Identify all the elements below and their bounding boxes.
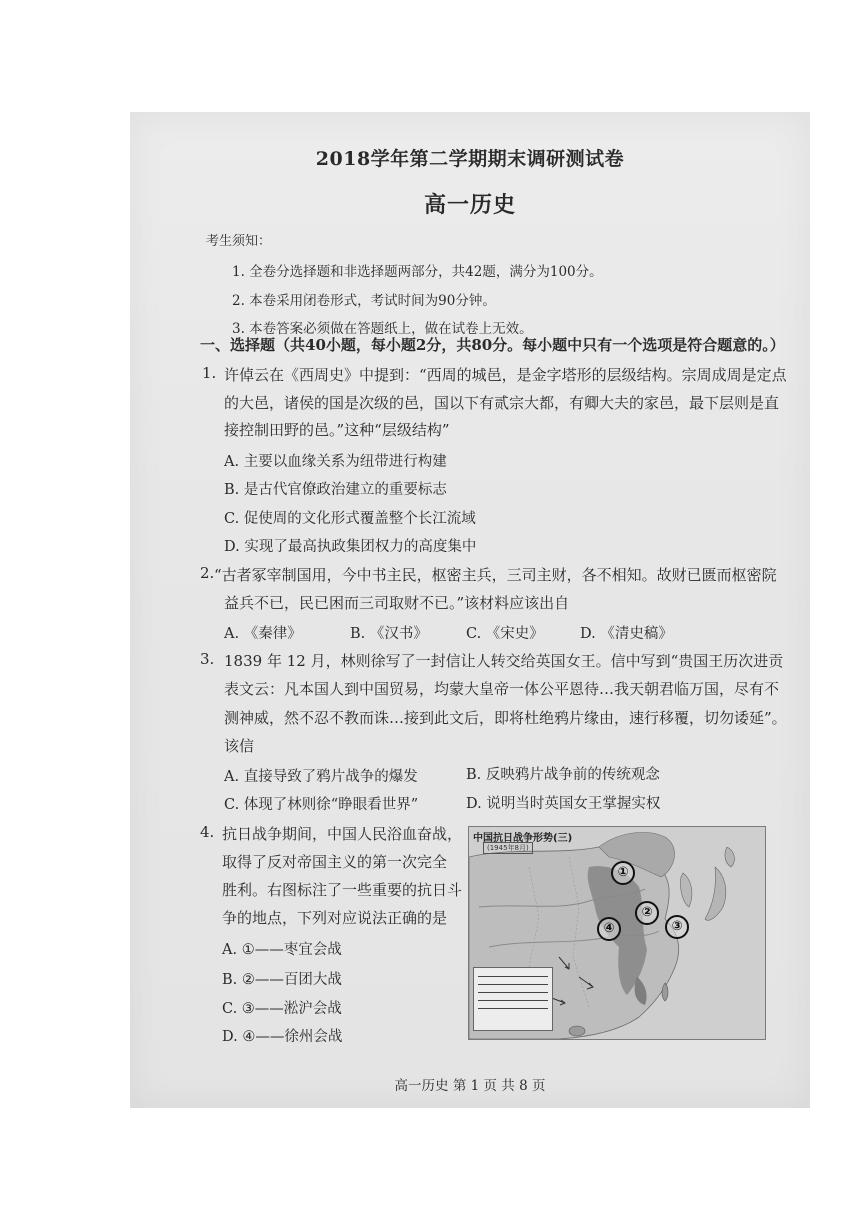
map-legend xyxy=(473,967,553,1031)
option-c: C. 促使周的文化形式覆盖整个长江流域 xyxy=(224,511,476,527)
question-line: 胜利。右图标注了一些重要的抗日斗 xyxy=(222,881,463,899)
war-situation-map xyxy=(468,826,766,1040)
option-a: A. 《秦律》 xyxy=(224,626,302,642)
question-number: 4. xyxy=(200,823,215,841)
question-line: 争的地点，下列对应说法正确的是 xyxy=(222,909,448,927)
notice-item: 1. 全卷分选择题和非选择题两部分，共42题，满分为100分。 xyxy=(232,264,603,280)
map-marker-2: ② xyxy=(635,901,659,925)
section-heading: 一、选择题（共40小题，每小题2分，共80分。每小题中只有一个选项是符合题意的。） xyxy=(200,336,785,354)
map-marker-1: ① xyxy=(611,861,635,885)
question-line: 取得了反对帝国主义的第一次完全 xyxy=(222,853,448,871)
question-line: 测神威，然不忍不教而诛…接到此文后，即将杜绝鸦片缘由，速行移覆，切勿诿延”。 xyxy=(224,709,787,727)
page-footer: 高一历史 第 1 页 共 8 页 xyxy=(394,1078,546,1094)
notice-item: 2. 本卷采用闭卷形式，考试时间为90分钟。 xyxy=(232,293,496,309)
option-b: B. ②——百团大战 xyxy=(222,972,342,988)
map-date: (1945年8月) xyxy=(483,842,533,854)
option-b: B. 是古代官僚政治建立的重要标志 xyxy=(224,482,447,498)
exam-subject: 高一历史 xyxy=(423,192,516,218)
map-marker-4: ④ xyxy=(597,917,621,941)
map-title: 中国抗日战争形势(三) xyxy=(473,833,573,844)
question-line: 益兵不已，民已困而三司取财不已。”该材料应该出自 xyxy=(224,594,570,612)
option-a: A. ①——枣宜会战 xyxy=(222,942,342,958)
question-number: 1. xyxy=(202,364,217,382)
option-d: D. 说明当时英国女王掌握实权 xyxy=(466,796,661,812)
question-line: 许倬云在《西周史》中提到：“西周的城邑，是金字塔形的层级结构。宗周成周是定点 xyxy=(224,366,787,384)
notice-heading: 考生须知： xyxy=(206,234,272,249)
option-c: C. ③——淞沪会战 xyxy=(222,1001,342,1017)
question-line: 1839 年 12 月，林则徐写了一封信让人转交给英国女王。信中写到“贵国王历次进贡 xyxy=(224,652,784,670)
question-line: 的大邑，诸侯的国是次级的邑，国以下有贰宗大都，有卿大夫的家邑，最下层则是直 xyxy=(224,394,780,412)
option-a: A. 直接导致了鸦片战争的爆发 xyxy=(224,769,418,785)
map-marker-3: ③ xyxy=(665,915,689,939)
option-d: D. 实现了最高执政集团权力的高度集中 xyxy=(224,539,477,555)
question-line: 该信 xyxy=(224,737,255,755)
question-line: “古者冢宰制国用，今中书主民，枢密主兵，三司主财，各不相知。故财已匮而枢密院 xyxy=(214,566,777,584)
option-c: C. 《宋史》 xyxy=(466,626,544,642)
question-line: 表文云：凡本国人到中国贸易，均蒙大皇帝一体公平恩待…我天朝君临万国，尽有不 xyxy=(224,680,780,698)
question-number: 3. xyxy=(200,650,215,668)
question-line: 接控制田野的邑。”这种“层级结构” xyxy=(224,421,450,439)
option-b: B. 《汉书》 xyxy=(350,626,428,642)
question-number: 2. xyxy=(200,564,215,582)
option-c: C. 体现了林则徐“睁眼看世界” xyxy=(224,797,419,813)
question-line: 抗日战争期间，中国人民浴血奋战， xyxy=(222,825,463,843)
option-d: D. 《清史稿》 xyxy=(580,626,673,642)
option-b: B. 反映鸦片战争前的传统观念 xyxy=(466,767,660,783)
exam-paper xyxy=(130,112,810,1108)
option-d: D. ④——徐州会战 xyxy=(222,1029,343,1045)
option-a: A. 主要以血缘关系为纽带进行构建 xyxy=(224,454,447,470)
notice-item: 3. 本卷答案必须做在答题纸上，做在试卷上无效。 xyxy=(232,321,533,337)
exam-title: 2018学年第二学期期末调研测试卷 xyxy=(315,148,625,170)
